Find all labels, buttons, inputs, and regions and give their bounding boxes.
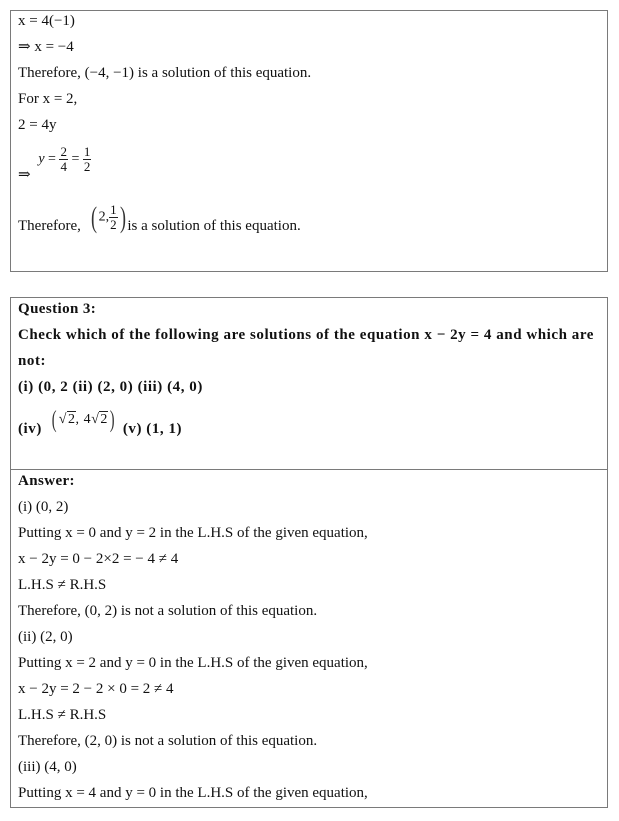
conclusion-suffix: is a solution of this equation. bbox=[127, 218, 301, 234]
point-x: 2, bbox=[98, 209, 110, 225]
denominator: 4 bbox=[60, 159, 67, 174]
radicand: 2 bbox=[100, 412, 108, 427]
option-iv-value: ( √2, 4√2) bbox=[51, 406, 115, 433]
fraction-expression bbox=[38, 145, 91, 174]
answer-line: Putting x = 4 and y = 0 in the L.H.S of the given equation, bbox=[18, 785, 368, 801]
answer-line: Therefore, (0, 2) is not a solution of this equation. bbox=[18, 603, 318, 619]
conclusion-prefix: Therefore, bbox=[18, 218, 81, 234]
equation-line: 2 = 4y bbox=[18, 117, 57, 133]
answer-line: L.H.S ≠ R.H.S bbox=[18, 577, 107, 593]
implies-symbol: ⇒ bbox=[18, 166, 31, 183]
open-paren: ( bbox=[51, 406, 58, 433]
question-options-iv-v bbox=[18, 402, 182, 447]
sqrt-symbol: √ bbox=[58, 412, 67, 427]
variable-y: y bbox=[38, 151, 45, 167]
numerator: 1 bbox=[110, 202, 117, 218]
question-text-cont: not: bbox=[18, 353, 47, 369]
answer-line: Therefore, (2, 0) is not a solution of this equation. bbox=[18, 733, 318, 749]
point-two-half bbox=[89, 199, 128, 236]
question-heading: Question 3: bbox=[18, 301, 97, 317]
denominator: 2 bbox=[83, 159, 91, 174]
fraction-1-2 bbox=[83, 145, 92, 174]
equals-sign: = bbox=[71, 151, 80, 167]
question-text: Check which of the following are solutions of the equation x − 2y = 4 and which are bbox=[18, 327, 594, 343]
equation-line: x = 4(−1) bbox=[18, 13, 75, 29]
option-iv-label: (iv) bbox=[18, 421, 42, 437]
section-divider bbox=[11, 469, 607, 470]
coefficient: 4 bbox=[83, 412, 92, 427]
answer-line: (iii) (4, 0) bbox=[18, 759, 77, 775]
answer-line: x − 2y = 0 − 2×2 = − 4 ≠ 4 bbox=[18, 551, 179, 567]
sqrt-symbol: √ bbox=[91, 412, 100, 427]
conclusion-line: Therefore, (−4, −1) is a solution of this equation. bbox=[18, 65, 312, 81]
solution-conclusion bbox=[18, 199, 301, 244]
answer-line: (i) (0, 2) bbox=[18, 499, 69, 515]
fraction-1-2 bbox=[109, 203, 118, 232]
close-paren: ) bbox=[109, 406, 115, 433]
answer-line: x − 2y = 2 − 2 × 0 = 2 ≠ 4 bbox=[18, 681, 174, 697]
numerator: 1 bbox=[83, 144, 91, 159]
close-paren: ) bbox=[119, 200, 126, 234]
denominator: 2 bbox=[110, 217, 117, 233]
radicand: 2 bbox=[67, 412, 76, 427]
answer-line: Putting x = 2 and y = 0 in the L.H.S of the given equation, bbox=[18, 655, 368, 671]
question-options: (i) (0, 2 (ii) (2, 0) (iii) (4, 0) bbox=[18, 379, 203, 395]
answer-line: (ii) (2, 0) bbox=[18, 629, 73, 645]
question-answer-box bbox=[10, 297, 608, 808]
option-v: (v) (1, 1) bbox=[122, 421, 183, 437]
fraction-2-4 bbox=[59, 145, 68, 174]
condition-line: For x = 2, bbox=[18, 91, 78, 107]
open-paren: ( bbox=[90, 200, 97, 234]
equation-line: ⇒ x = −4 bbox=[18, 39, 74, 55]
equals-sign: = bbox=[48, 151, 56, 167]
answer-line: Putting x = 0 and y = 2 in the L.H.S of the given equation, bbox=[18, 525, 368, 541]
previous-answer-box bbox=[10, 10, 608, 272]
y-fraction-equation bbox=[18, 144, 91, 183]
answer-line: L.H.S ≠ R.H.S bbox=[18, 707, 107, 723]
numerator: 2 bbox=[60, 144, 67, 159]
answer-heading: Answer: bbox=[18, 473, 75, 489]
